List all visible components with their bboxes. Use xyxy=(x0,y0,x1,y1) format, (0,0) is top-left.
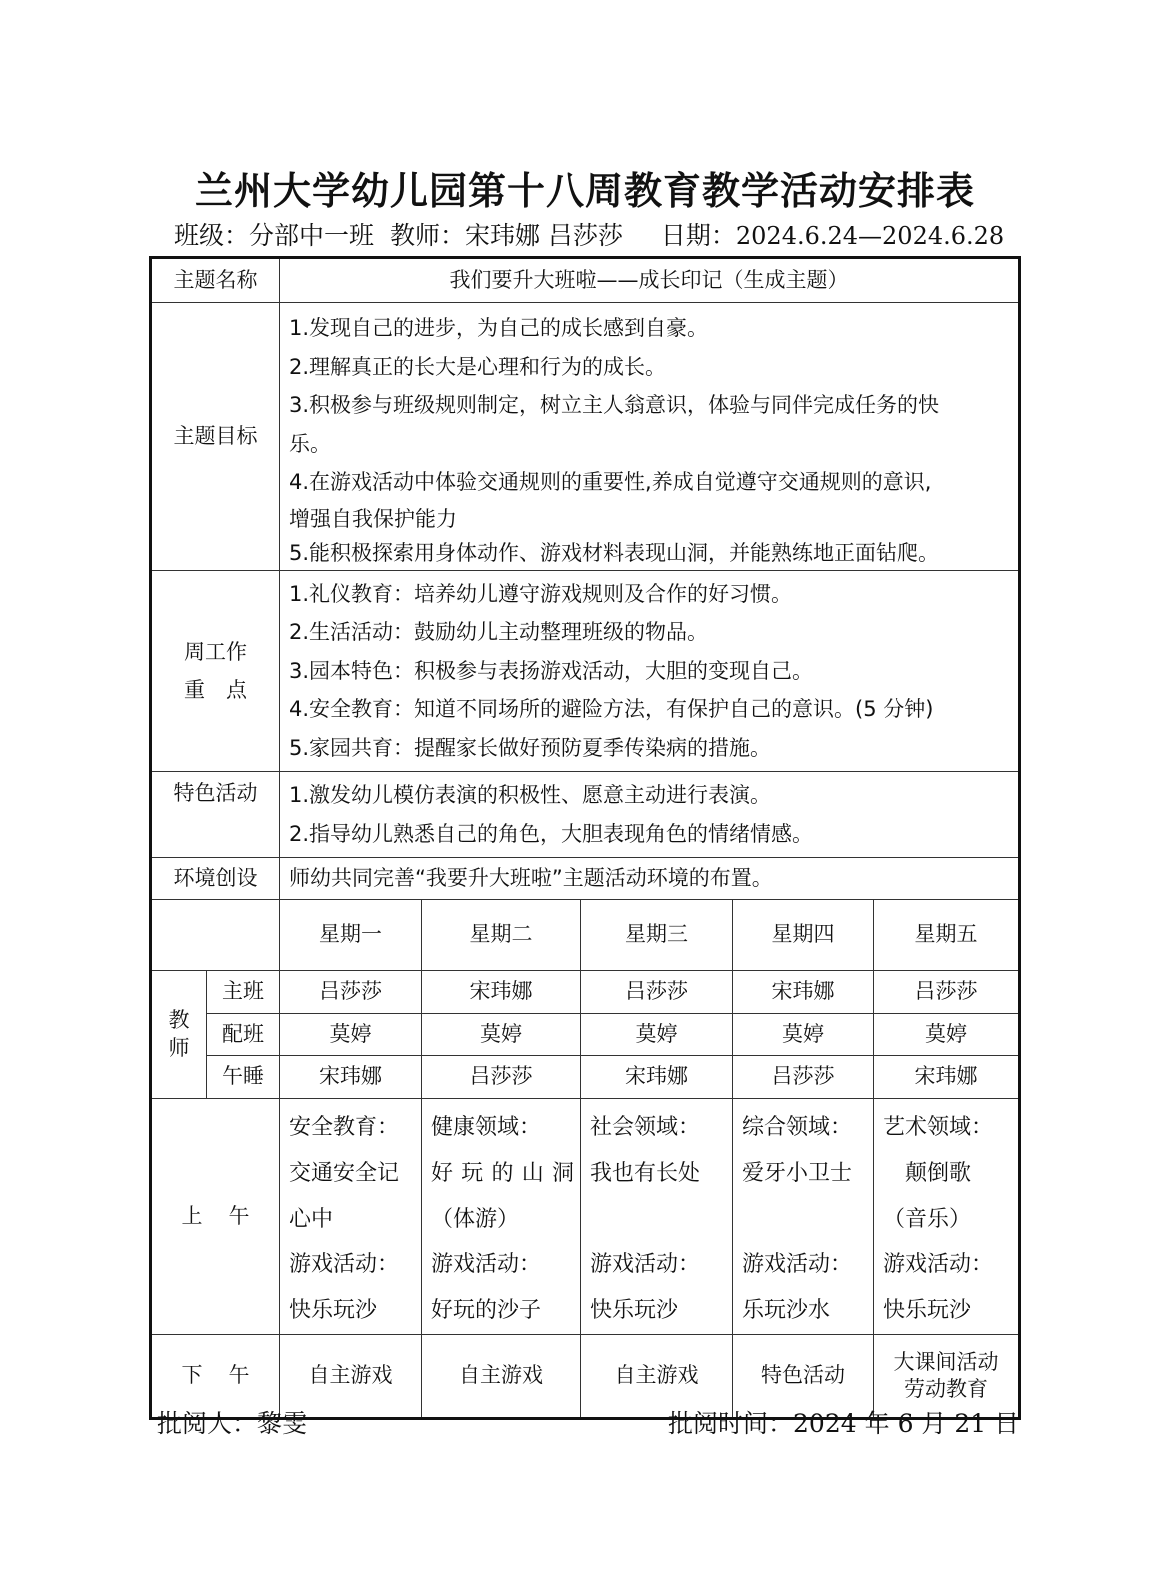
review-time-label: 批阅时间： xyxy=(668,1409,794,1438)
teacher-group-label xyxy=(151,971,207,1099)
morning-line: 我也有长处 xyxy=(590,1160,701,1186)
feature-line: 1.激发幼儿模仿表演的积极性、愿意主动进行表演。 xyxy=(289,783,772,807)
morning-line: 颠倒歌 xyxy=(883,1160,972,1186)
morning-line: （体游） xyxy=(431,1206,520,1232)
goal-line: 3.积极参与班级规则制定，树立主人翁意识，体验与同伴完成任务的快 xyxy=(289,393,940,417)
reviewer: 批阅人：黎雯 xyxy=(157,1409,308,1438)
feature-line: 2.指导幼儿熟悉自己的角色，大胆表现角色的情绪情感。 xyxy=(289,821,814,846)
feature-row xyxy=(151,772,1020,858)
morning-line: 游戏活动： xyxy=(289,1252,400,1278)
morning-line: 综合领域： xyxy=(742,1115,853,1140)
week-focus-line: 2.生活活动：鼓励幼儿主动整理班级的物品。 xyxy=(289,620,709,644)
morning-line: 安全教育： xyxy=(289,1115,400,1140)
review-day: 21 xyxy=(954,1409,987,1438)
day-header: 星期三 xyxy=(581,900,733,971)
morning-cell xyxy=(874,1099,1020,1335)
morning-line xyxy=(590,1197,726,1243)
day-header: 星期四 xyxy=(733,900,874,971)
review-month: 6 xyxy=(897,1409,914,1438)
feature-label: 特色活动 xyxy=(151,772,280,858)
morning-line xyxy=(742,1197,867,1243)
teacher-role: 配班 xyxy=(207,1014,280,1056)
document-title: 兰州大学幼儿园第十八周教育教学活动安排表 xyxy=(194,169,975,213)
morning-line: 爱牙小卫士 xyxy=(742,1160,853,1186)
teacher-name: 宋玮娜 xyxy=(280,1056,422,1099)
schedule-table xyxy=(149,256,1021,1420)
teacher-name: 宋玮娜 xyxy=(874,1056,1020,1099)
environment-row xyxy=(151,858,1020,900)
theme-row xyxy=(151,258,1020,303)
week-focus-line: 3.园本特色：积极参与表扬游戏活动，大胆的变现自己。 xyxy=(289,658,814,683)
week-focus-line: 5.家园共育：提醒家长做好预防夏季传染病的措施。 xyxy=(289,735,772,760)
teacher-name: 莫婷 xyxy=(733,1014,874,1056)
week-focus-label xyxy=(151,570,280,772)
day-header-row xyxy=(151,900,1020,971)
morning-line: 游戏活动： xyxy=(431,1252,542,1278)
week-focus-content xyxy=(280,570,1020,772)
morning-line: 游戏活动： xyxy=(590,1252,701,1278)
morning-line: 乐玩沙水 xyxy=(742,1298,831,1324)
week-focus-line: 1.礼仪教育：培养幼儿遵守游戏规则及合作的好习惯。 xyxy=(289,581,793,606)
environment-value: 师幼共同完善“我要升大班啦”主题活动环境的布置。 xyxy=(280,858,1020,900)
day-header: 星期五 xyxy=(874,900,1020,971)
day-header: 星期二 xyxy=(422,900,581,971)
morning-line: 社会领域： xyxy=(590,1115,701,1140)
goal-line: 5.能积极探索用身体动作、游戏材料表现山洞，并能熟练地正面钻爬。 xyxy=(289,540,940,565)
week-focus-label-line1: 周工作 xyxy=(184,639,247,664)
teacher-row xyxy=(151,1014,1020,1056)
afternoon-line: 自主游戏 xyxy=(459,1363,543,1388)
goals-row xyxy=(151,303,1020,571)
teacher-label: 教师：宋玮娜 吕莎莎 xyxy=(389,221,623,250)
theme-value: 我们要升大班啦——成长印记（生成主题） xyxy=(280,258,1020,303)
date-value: 2024.6.24—2024.6.28 xyxy=(735,222,1005,250)
teacher-name: 宋玮娜 xyxy=(733,971,874,1014)
week-focus-line: 4.安全教育：知道不同场所的避险方法，有保护自己的意识。(5 分钟) xyxy=(289,697,934,721)
teacher-name: 吕莎莎 xyxy=(280,971,422,1014)
morning-line: 心中 xyxy=(289,1206,334,1232)
feature-content xyxy=(280,772,1020,858)
morning-row xyxy=(151,1099,1020,1335)
review-year: 2024 xyxy=(793,1409,857,1438)
morning-line: 健康领域： xyxy=(431,1115,542,1140)
teacher-name: 莫婷 xyxy=(874,1014,1020,1056)
day-header: 星期一 xyxy=(280,900,422,971)
month-char: 月 xyxy=(921,1409,947,1438)
year-char: 年 xyxy=(864,1409,890,1438)
environment-label: 环境创设 xyxy=(151,858,280,900)
morning-line: 快乐玩沙 xyxy=(590,1298,679,1324)
teacher-label-bottom: 师 xyxy=(168,1035,190,1060)
teacher-name: 宋玮娜 xyxy=(581,1056,733,1099)
morning-cell xyxy=(422,1099,581,1335)
morning-line: （音乐） xyxy=(883,1206,972,1232)
morning-line: 游戏活动： xyxy=(883,1252,994,1278)
week-focus-label-line2: 重 点 xyxy=(184,677,247,702)
teacher-name: 吕莎莎 xyxy=(581,971,733,1014)
week-focus-row xyxy=(151,570,1020,772)
teacher-name: 吕莎莎 xyxy=(874,971,1020,1014)
class-label: 班级：分部中一班 xyxy=(174,221,375,250)
morning-line: 好玩的山洞 xyxy=(431,1160,574,1186)
goal-line: 乐。 xyxy=(289,431,331,456)
class-info-line xyxy=(174,216,1004,252)
goal-line: 1.发现自己的进步，为自己的成长感到自豪。 xyxy=(289,316,709,340)
afternoon-line: 自主游戏 xyxy=(308,1363,393,1388)
day-char: 日 xyxy=(994,1409,1020,1438)
teacher-name: 莫婷 xyxy=(280,1014,422,1056)
morning-cell xyxy=(581,1099,733,1335)
morning-line: 游戏活动： xyxy=(742,1252,853,1278)
goals-content xyxy=(280,303,1020,571)
teacher-row xyxy=(151,971,1020,1014)
afternoon-cell xyxy=(422,1334,581,1418)
morning-line: 艺术领域： xyxy=(883,1115,994,1140)
corner-cell xyxy=(151,900,280,971)
review-time xyxy=(668,1404,1019,1440)
teacher-label-top: 教 xyxy=(168,1008,190,1033)
afternoon-line: 特色活动 xyxy=(761,1363,845,1388)
morning-line: 交通安全记 xyxy=(289,1160,400,1186)
goals-label: 主题目标 xyxy=(151,303,280,571)
afternoon-line: 劳动教育 xyxy=(904,1376,989,1401)
morning-line: 快乐玩沙 xyxy=(883,1298,972,1324)
afternoon-line: 大课间活动 xyxy=(893,1349,999,1374)
date-label: 日期： xyxy=(660,221,736,250)
afternoon-line: 自主游戏 xyxy=(614,1363,699,1388)
goal-line: 4.在游戏活动中体验交通规则的重要性,养成自觉遵守交通规则的意识, xyxy=(289,470,932,494)
morning-line: 快乐玩沙 xyxy=(289,1298,378,1324)
morning-line: 好玩的沙子 xyxy=(431,1298,542,1324)
morning-cell xyxy=(733,1099,874,1335)
teacher-name: 宋玮娜 xyxy=(422,971,581,1014)
teacher-name: 吕莎莎 xyxy=(733,1056,874,1099)
teacher-role: 主班 xyxy=(207,971,280,1014)
afternoon-label: 下午 xyxy=(151,1334,280,1418)
teacher-row xyxy=(151,1056,1020,1099)
teacher-name: 吕莎莎 xyxy=(422,1056,581,1099)
morning-label: 上午 xyxy=(151,1099,280,1335)
goal-line: 2.理解真正的长大是心理和行为的成长。 xyxy=(289,354,667,379)
teacher-name: 莫婷 xyxy=(422,1014,581,1056)
morning-cell xyxy=(280,1099,422,1335)
theme-label: 主题名称 xyxy=(151,258,280,303)
goal-line: 增强自我保护能力 xyxy=(289,506,457,531)
teacher-name: 莫婷 xyxy=(581,1014,733,1056)
teacher-role: 午睡 xyxy=(207,1056,280,1099)
